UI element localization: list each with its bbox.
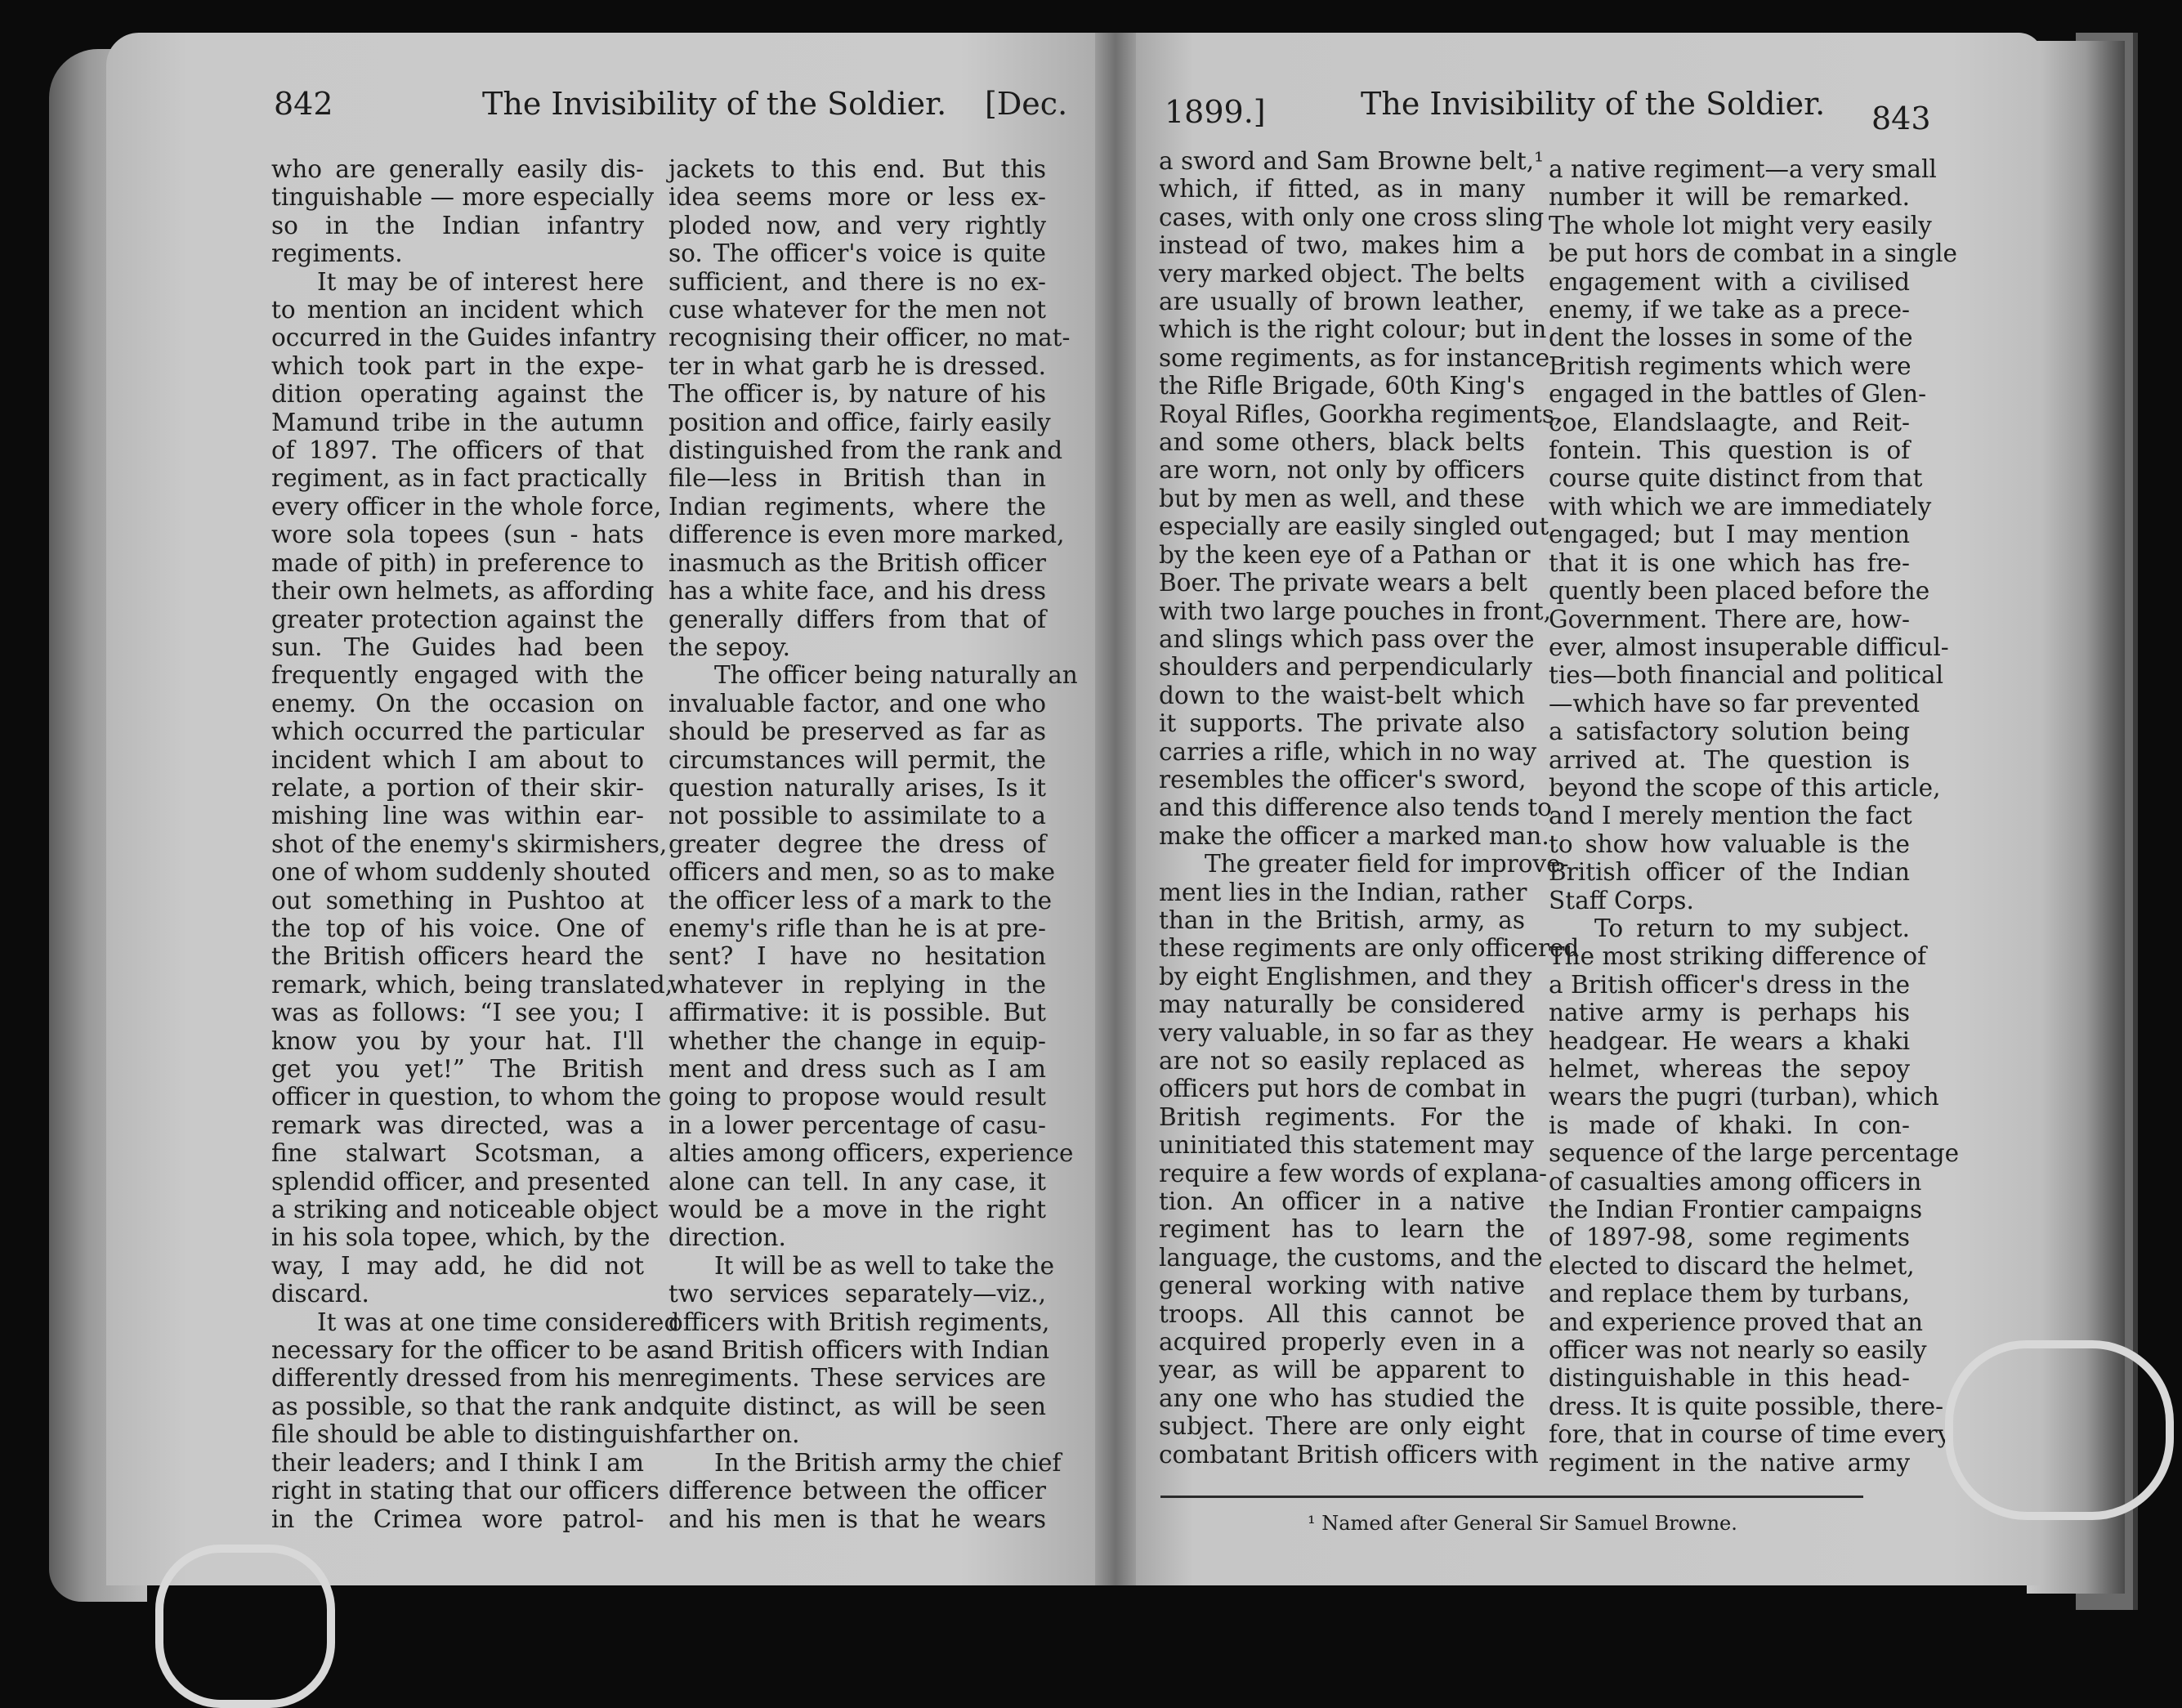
text-line: helmet, whereas the sepoy xyxy=(1549,1055,1910,1083)
text-line: would be a move in the right xyxy=(668,1196,1046,1224)
binder-clip-right xyxy=(1945,1340,2174,1520)
text-line: The greater field for improve- xyxy=(1205,850,1569,879)
text-line: difference between the officer xyxy=(668,1477,1046,1505)
text-line: quently been placed before the xyxy=(1549,577,1930,606)
text-line: ment and dress such as I am xyxy=(668,1055,1046,1083)
text-line: a native regiment—a very small xyxy=(1549,155,1937,183)
right-column-1 xyxy=(1159,147,1580,1469)
left-date-mark: [Dec. xyxy=(985,86,1068,122)
left-page-number: 842 xyxy=(274,86,333,122)
text-line: question naturally arises, Is it xyxy=(668,773,1046,802)
text-line: regiment in the native army xyxy=(1549,1448,1910,1477)
text-line: arrived at. The question is xyxy=(1549,745,1910,774)
text-line: necessary for the officer to be as xyxy=(271,1336,673,1365)
text-line: the officer less of a mark to the xyxy=(668,886,1053,914)
left-running-title: The Invisibility of the Soldier. xyxy=(482,86,947,122)
text-line: officers and men, so as to make xyxy=(668,858,1056,887)
text-line: one of whom suddenly shouted xyxy=(271,858,651,887)
text-line: quite distinct, as will be seen xyxy=(668,1392,1046,1420)
text-line: be put hors de combat in a single xyxy=(1549,239,1958,268)
text-line: circumstances will permit, the xyxy=(668,745,1046,774)
text-line: Indian regiments, where the xyxy=(668,492,1046,521)
text-line: by the keen eye of a Pathan or xyxy=(1159,540,1531,569)
text-line: fontein. This question is of xyxy=(1549,436,1910,465)
text-line: The most striking difference of xyxy=(1549,942,1927,971)
text-line: officers put hors de combat in xyxy=(1159,1075,1527,1103)
text-line: general working with native xyxy=(1159,1272,1525,1300)
text-line: so. The officer's voice is quite xyxy=(668,239,1046,268)
text-line: engaged in the battles of Glen- xyxy=(1549,380,1927,409)
footnote: ¹ Named after General Sir Samuel Browne. xyxy=(1308,1512,1737,1535)
text-line: Royal Rifles, Goorkha regiments, xyxy=(1159,400,1563,428)
text-line: any one who has studied the xyxy=(1159,1384,1525,1412)
text-line: in his sola topee, which, by the xyxy=(271,1223,651,1252)
text-line: The officer is, by nature of his xyxy=(668,380,1046,409)
right-running-title: The Invisibility of the Soldier. xyxy=(1361,86,1826,122)
text-line: which occurred the particular xyxy=(271,718,644,746)
text-line: with which we are immediately xyxy=(1549,492,1932,521)
text-line: by eight Englishmen, and they xyxy=(1159,962,1532,990)
text-line: regiments. These services are xyxy=(668,1364,1046,1393)
text-line: and British officers with Indian xyxy=(668,1336,1050,1365)
text-line: course quite distinct from that xyxy=(1549,464,1923,493)
text-line: these regiments are only officered xyxy=(1159,934,1580,963)
text-line: enemy. On the occasion on xyxy=(271,689,644,718)
text-line: has a white face, and his dress xyxy=(668,577,1046,606)
text-line: coe, Elandslaagte, and Reit- xyxy=(1549,408,1910,436)
text-line: discard. xyxy=(271,1280,369,1308)
text-line: and experience proved that an xyxy=(1549,1308,1924,1336)
text-line: ment lies in the Indian, rather xyxy=(1159,878,1527,906)
text-line: their own helmets, as affording xyxy=(271,577,655,606)
text-line: wore sola topees (sun - hats xyxy=(271,521,644,549)
text-line: the top of his voice. One of xyxy=(271,914,644,942)
text-line: jackets to this end. But this xyxy=(668,155,1046,183)
text-line: ever, almost insuperable difficul- xyxy=(1549,633,1949,661)
text-line: regiment, as in fact practically xyxy=(271,464,647,493)
text-line: sent? I have no hesitation xyxy=(668,942,1046,971)
left-column-2 xyxy=(668,155,1078,1533)
text-line: whatever in replying in the xyxy=(668,970,1046,999)
text-line: acquired properly even in a xyxy=(1159,1328,1525,1357)
text-line: dent the losses in some of the xyxy=(1549,324,1913,352)
text-line: with two large pouches in front, xyxy=(1159,597,1551,625)
text-line: To return to my subject. xyxy=(1594,914,1910,942)
text-line: and replace them by turbans, xyxy=(1549,1280,1910,1308)
text-line: officer in question, to whom the xyxy=(271,1083,662,1111)
text-line: It may be of interest here xyxy=(317,267,644,296)
text-line: carries a rifle, which in no way xyxy=(1159,737,1537,766)
text-line: and some others, black belts xyxy=(1159,428,1525,457)
text-line: engaged; but I may mention xyxy=(1549,521,1910,549)
text-line: which took part in the expe- xyxy=(271,351,644,380)
text-line: —which have so far prevented xyxy=(1549,689,1920,718)
text-line: Boer. The private wears a belt xyxy=(1159,569,1527,597)
text-line: was as follows: “I see you; I xyxy=(271,999,644,1027)
text-line: ter in what garb he is dressed. xyxy=(668,351,1046,380)
text-line: farther on. xyxy=(668,1420,800,1449)
text-line: especially are easily singled out xyxy=(1159,512,1549,541)
text-line: occurred in the Guides infantry xyxy=(271,324,656,352)
text-line: are worn, not only by officers xyxy=(1159,456,1525,485)
text-line: of casualties among officers in xyxy=(1549,1167,1922,1196)
text-line: the British officers heard the xyxy=(271,942,644,971)
text-line: the Indian Frontier campaigns xyxy=(1549,1196,1923,1224)
text-line: it supports. The private also xyxy=(1159,709,1525,738)
text-line: alone can tell. In any case, it xyxy=(668,1167,1046,1196)
text-line: some regiments, as for instance xyxy=(1159,343,1550,372)
text-line: cases, with only one cross sling xyxy=(1159,203,1545,231)
text-line: Government. There are, how- xyxy=(1549,605,1910,633)
text-line: The whole lot might very easily xyxy=(1549,211,1932,239)
text-line: out something in Pushtoo at xyxy=(271,886,644,914)
text-line: who are generally easily dis- xyxy=(271,155,644,183)
text-line: sequence of the large percentage xyxy=(1549,1139,1960,1168)
text-line: and slings which pass over the xyxy=(1159,624,1535,653)
text-line: distinguished from the rank and xyxy=(668,436,1063,465)
text-line: direction. xyxy=(668,1223,786,1252)
text-line: It will be as well to take the xyxy=(714,1251,1055,1280)
footnote-rule xyxy=(1160,1496,1863,1498)
text-line: frequently engaged with the xyxy=(271,661,644,690)
binder-clip-left xyxy=(155,1545,335,1708)
text-line: a striking and noticeable object xyxy=(271,1196,659,1224)
text-line: to show how valuable is the xyxy=(1549,829,1910,858)
text-line: file should be able to distinguish xyxy=(271,1420,670,1449)
text-line: made of pith) in preference to xyxy=(271,548,644,577)
text-line: fore, that in course of time every xyxy=(1549,1420,1952,1449)
text-line: which is the right colour; but in xyxy=(1159,315,1547,344)
text-line: enemy, if we take as a prece- xyxy=(1549,296,1910,324)
text-line: difference is even more marked, xyxy=(668,521,1065,549)
text-line: a sword and Sam Browne belt,¹ xyxy=(1159,147,1544,175)
text-line: two services separately—viz., xyxy=(668,1280,1046,1308)
text-line: should be preserved as far as xyxy=(668,718,1046,746)
text-line: right in stating that our officers xyxy=(271,1477,660,1505)
text-line: of 1897. The officers of that xyxy=(271,436,644,465)
text-line: sufficient, and there is no ex- xyxy=(668,267,1046,296)
text-line: wears the pugri (turban), which xyxy=(1549,1083,1939,1111)
text-line: the sepoy. xyxy=(668,633,791,661)
text-line: In the British army the chief xyxy=(714,1448,1062,1477)
text-line: subject. There are only eight xyxy=(1159,1412,1525,1441)
text-line: British officer of the Indian xyxy=(1549,858,1910,887)
text-line: regiments. xyxy=(271,239,403,268)
text-line: invaluable factor, and one who xyxy=(668,689,1046,718)
text-line: incident which I am about to xyxy=(271,745,644,774)
text-line: tion. An officer in a native xyxy=(1159,1187,1525,1216)
text-line: file—less in British than in xyxy=(668,464,1046,493)
text-line: recognising their officer, no mat- xyxy=(668,324,1071,352)
text-line: remark, which, being translated, xyxy=(271,970,673,999)
text-line: not possible to assimilate to a xyxy=(668,802,1046,830)
text-line: whether the change in equip- xyxy=(668,1026,1046,1055)
book-gutter xyxy=(1095,33,1136,1585)
text-line: know you by your hat. I'll xyxy=(271,1026,644,1055)
right-page-number: 843 xyxy=(1871,101,1931,136)
text-line: mishing line was within ear- xyxy=(271,802,644,830)
text-line: and his men is that he wears xyxy=(668,1505,1046,1533)
text-line: shoulders and perpendicularly xyxy=(1159,653,1532,682)
text-line: Staff Corps. xyxy=(1549,886,1694,914)
text-line: going to propose would result xyxy=(668,1083,1046,1111)
text-line: British regiments. For the xyxy=(1159,1102,1525,1131)
text-line: headgear. He wears a khaki xyxy=(1549,1026,1910,1055)
text-line: native army is perhaps his xyxy=(1549,999,1910,1027)
text-line: inasmuch as the British officer xyxy=(668,548,1046,577)
text-line: are not so easily replaced as xyxy=(1159,1047,1525,1075)
text-line: splendid officer, and presented xyxy=(271,1167,651,1196)
text-line: as possible, so that the rank and xyxy=(271,1392,669,1420)
text-line: a satisfactory solution being xyxy=(1549,718,1910,746)
text-line: elected to discard the helmet, xyxy=(1549,1251,1915,1280)
text-line: generally differs from that of xyxy=(668,605,1046,633)
text-line: very valuable, in so far as they xyxy=(1159,1018,1534,1047)
text-line: affirmative: it is possible. But xyxy=(668,999,1046,1027)
text-line: the Rifle Brigade, 60th King's xyxy=(1159,372,1525,400)
text-line: may naturally be considered xyxy=(1159,990,1525,1019)
text-line: than in the British, army, as xyxy=(1159,905,1525,934)
text-line: every officer in the whole force, xyxy=(271,492,662,521)
text-line: instead of two, makes him a xyxy=(1159,231,1525,260)
text-line: uninitiated this statement may xyxy=(1159,1131,1534,1160)
text-line: greater protection against the xyxy=(271,605,644,633)
text-line: and this difference also tends to xyxy=(1159,794,1552,822)
text-line: shot of the enemy's skirmishers, xyxy=(271,829,668,858)
text-line: so in the Indian infantry xyxy=(271,211,644,239)
text-line: sun. The Guides had been xyxy=(271,633,644,661)
text-line: combatant British officers with xyxy=(1159,1440,1539,1469)
text-line: language, the customs, and the xyxy=(1159,1243,1543,1272)
right-column-2 xyxy=(1549,155,1960,1477)
text-line: ties—both financial and political xyxy=(1549,661,1944,690)
text-line: cuse whatever for the men not xyxy=(668,296,1046,324)
text-line: make the officer a marked man. xyxy=(1159,821,1549,850)
text-line: relate, a portion of their skir- xyxy=(271,773,644,802)
text-line: in the Crimea wore patrol- xyxy=(271,1505,644,1533)
text-line: but by men as well, and these xyxy=(1159,484,1525,512)
text-line: Mamund tribe in the autumn xyxy=(271,408,644,436)
text-line: which, if fitted, as in many xyxy=(1159,175,1525,203)
text-line: to mention an incident which xyxy=(271,296,644,324)
text-line: enemy's rifle than he is at pre- xyxy=(668,914,1046,942)
text-line: get you yet!” The British xyxy=(271,1055,644,1083)
text-line: regiment has to learn the xyxy=(1159,1215,1525,1244)
text-line: officers with British regiments, xyxy=(668,1308,1050,1336)
text-line: engagement with a civilised xyxy=(1549,267,1910,296)
text-line: British regiments which were xyxy=(1549,351,1911,380)
text-line: their leaders; and I think I am xyxy=(271,1448,644,1477)
text-line: alties among officers, experience xyxy=(668,1139,1074,1168)
text-line: greater degree the dress of xyxy=(668,829,1046,858)
left-column-1 xyxy=(271,155,680,1533)
text-line: fine stalwart Scotsman, a xyxy=(271,1139,644,1168)
text-line: dress. It is quite possible, there- xyxy=(1549,1392,1944,1420)
text-line: a British officer's dress in the xyxy=(1549,970,1911,999)
text-line: ploded now, and very rightly xyxy=(668,211,1046,239)
text-line: of 1897-98, some regiments xyxy=(1549,1223,1910,1252)
text-line: officer was not nearly so easily xyxy=(1549,1336,1927,1365)
text-line: that it is one which has fre- xyxy=(1549,548,1910,577)
text-line: is made of khaki. In con- xyxy=(1549,1111,1910,1139)
text-line: It was at one time considered xyxy=(317,1308,680,1336)
text-line: tinguishable — more especially xyxy=(271,183,655,212)
text-line: distinguishable in this head- xyxy=(1549,1364,1910,1393)
text-line: require a few words of explana- xyxy=(1159,1159,1547,1187)
text-line: resembles the officer's sword, xyxy=(1159,765,1527,794)
text-line: and I merely mention the fact xyxy=(1549,802,1912,830)
right-date-mark: 1899.] xyxy=(1165,94,1266,130)
text-line: very marked object. The belts xyxy=(1159,259,1525,288)
text-line: number it will be remarked. xyxy=(1549,183,1910,212)
text-line: idea seems more or less ex- xyxy=(668,183,1046,212)
text-line: differently dressed from his men xyxy=(271,1364,671,1393)
text-line: remark was directed, was a xyxy=(271,1111,644,1139)
text-line: dition operating against the xyxy=(271,380,644,409)
text-line: down to the waist-belt which xyxy=(1159,681,1525,709)
text-line: The officer being naturally an xyxy=(714,661,1078,690)
text-line: are usually of brown leather, xyxy=(1159,288,1525,316)
text-line: position and office, fairly easily xyxy=(668,408,1051,436)
text-line: troops. All this cannot be xyxy=(1159,1299,1525,1328)
text-line: year, as will be apparent to xyxy=(1159,1356,1525,1384)
text-line: beyond the scope of this article, xyxy=(1549,773,1941,802)
text-line: in a lower percentage of casu- xyxy=(668,1111,1046,1139)
text-line: way, I may add, he did not xyxy=(271,1251,644,1280)
